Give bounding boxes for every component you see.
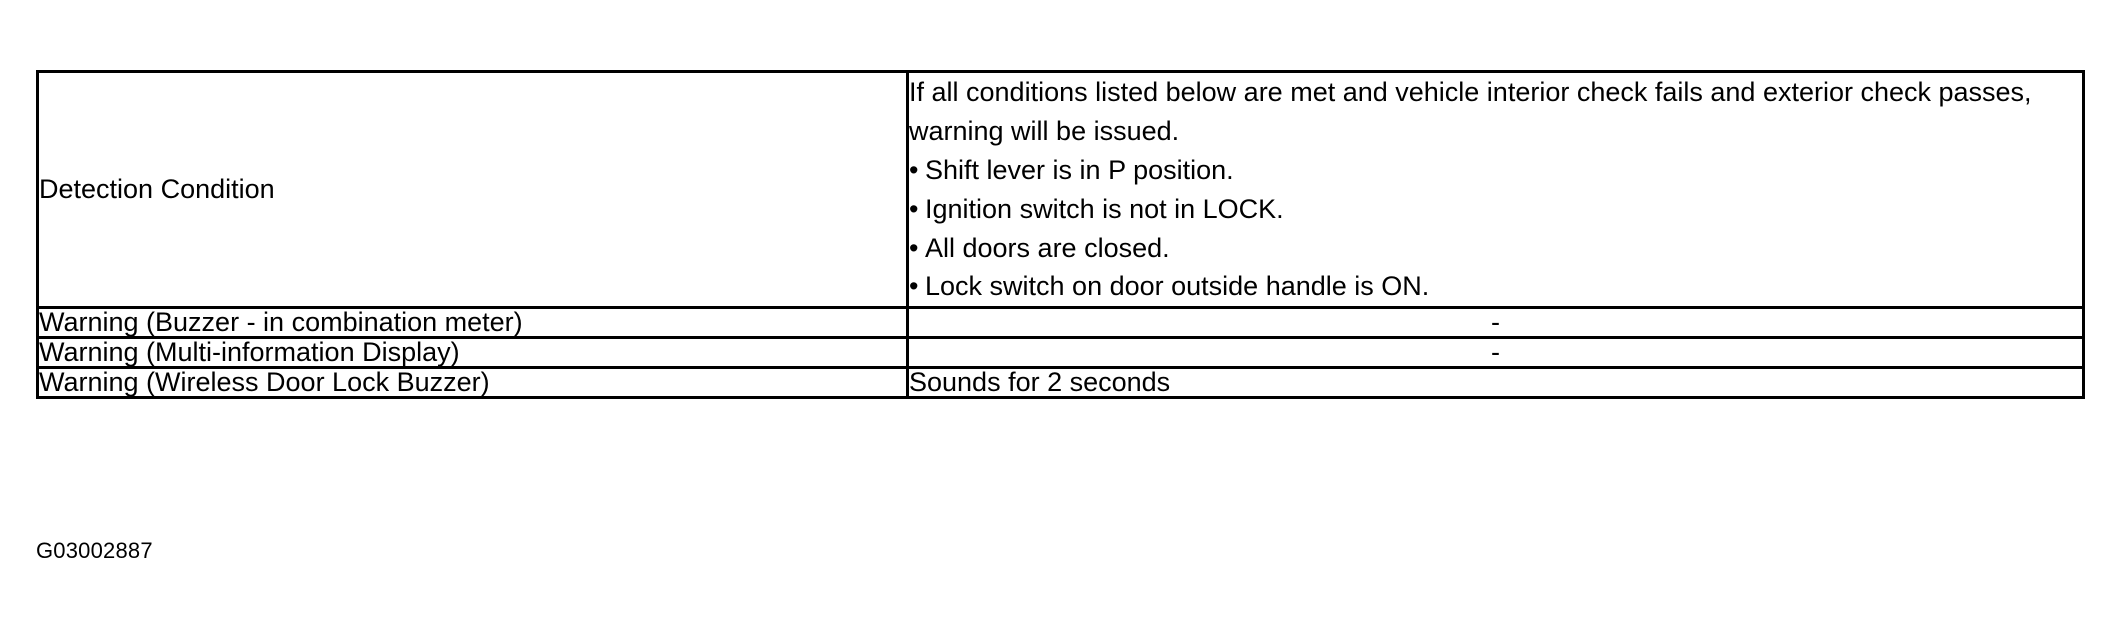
row-value-warning-wireless-door-lock-buzzer: Sounds for 2 seconds <box>908 368 2084 398</box>
list-item-label: Lock switch on door outside handle is ON. <box>925 271 1430 302</box>
list-item <box>909 190 2082 229</box>
bullet-icon: • <box>909 232 919 263</box>
row-label-warning-wireless-door-lock-buzzer: Warning (Wireless Door Lock Buzzer) <box>38 368 908 398</box>
list-item-label: All doors are closed. <box>925 232 1170 263</box>
list-item <box>909 267 2082 306</box>
detection-condition-list <box>909 151 2082 307</box>
row-label-warning-multi-information-display: Warning (Multi-information Display) <box>38 338 908 368</box>
figure-id: G03002887 <box>36 538 153 563</box>
list-item-label: Ignition switch is not in LOCK. <box>925 193 1284 224</box>
row-label-detection-condition: Detection Condition <box>38 72 908 308</box>
list-item <box>909 151 2082 190</box>
detection-condition-table <box>36 70 2085 399</box>
detection-condition-intro: If all conditions listed below are met and vehicle interior check fails and exterior check passes, warning will be issued. <box>909 77 2032 146</box>
bullet-icon: • <box>909 271 919 302</box>
table-row <box>38 72 2084 308</box>
table-row <box>38 338 2084 368</box>
bullet-icon: • <box>909 154 919 185</box>
table-row <box>38 368 2084 398</box>
row-label-warning-buzzer-combination-meter: Warning (Buzzer - in combination meter) <box>38 308 908 338</box>
list-item-label: Shift lever is in P position. <box>925 154 1234 185</box>
bullet-icon: • <box>909 193 919 224</box>
row-value-warning-multi-information-display: - <box>908 338 2084 368</box>
list-item <box>909 229 2082 268</box>
row-value-warning-buzzer-combination-meter: - <box>908 308 2084 338</box>
table-row <box>38 308 2084 338</box>
row-value-detection-condition <box>908 72 2084 308</box>
